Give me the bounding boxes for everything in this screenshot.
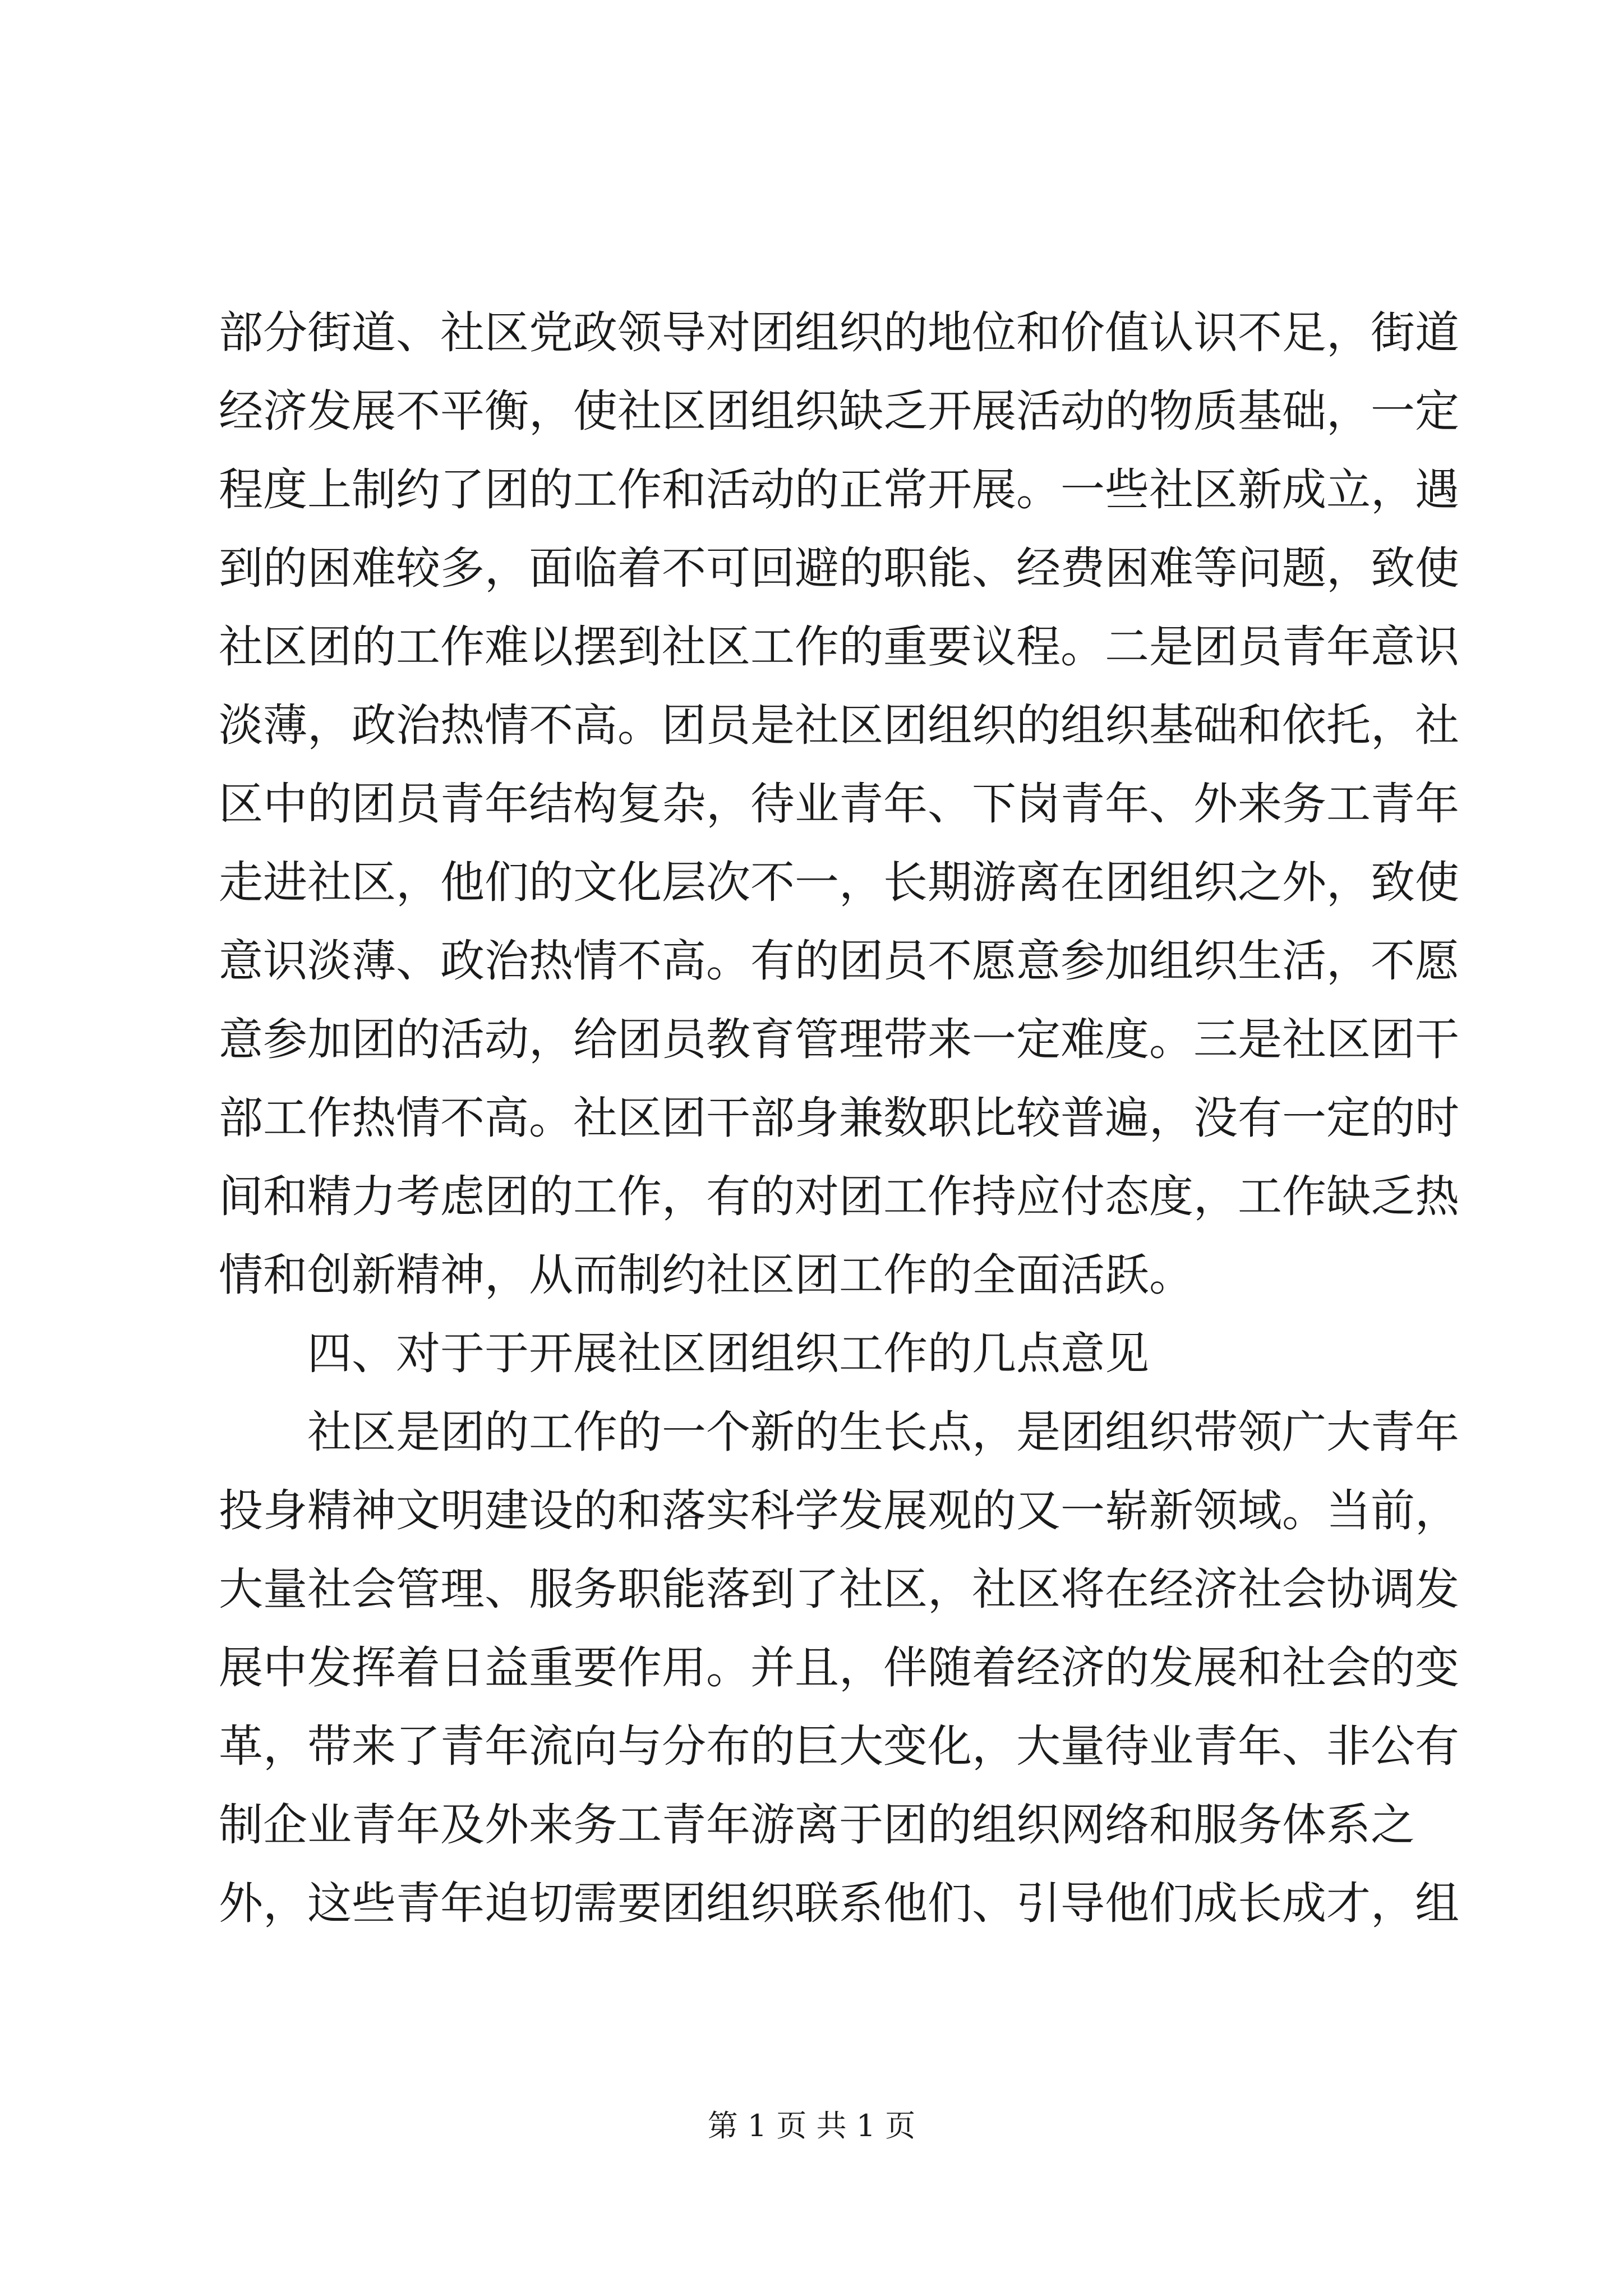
body-text-line: 情和创新精神，从而制约社区团工作的全面活跃。 — [219, 1249, 1193, 1301]
body-text-line: 革，带来了青年流向与分布的巨大变化，大量待业青年、非公有 — [219, 1720, 1459, 1772]
body-text-line: 大量社会管理、服务职能落到了社区，社区将在经济社会协调发 — [219, 1563, 1459, 1615]
page-footer: 第 1 页 共 1 页 — [707, 2108, 916, 2143]
body-text-line: 制企业青年及外来务工青年游离于团的组织网络和服务体系之 — [219, 1799, 1415, 1851]
body-text-line: 社区团的工作难以摆到社区工作的重要议程。二是团员青年意识 — [219, 621, 1459, 673]
body-text-line: 外，这些青年迫切需要团组织联系他们、引导他们成长成才，组 — [219, 1878, 1459, 1929]
body-text-line: 社区是团的工作的一个新的生长点，是团组织带领广大青年 — [307, 1406, 1459, 1458]
body-text-line: 部分街道、社区党政领导对团组织的地位和价值认识不足，街道 — [219, 307, 1459, 358]
body-text-line: 意识淡薄、政治热情不高。有的团员不愿意参加组织生活，不愿 — [219, 935, 1459, 987]
body-text-line: 区中的团员青年结构复杂，待业青年、下岗青年、外来务工青年 — [219, 778, 1459, 830]
body-text-line: 意参加团的活动，给团员教育管理带来一定难度。三是社区团干 — [219, 1014, 1459, 1065]
body-text-line: 展中发挥着日益重要作用。并且，伴随着经济的发展和社会的变 — [219, 1642, 1459, 1694]
body-text-line: 部工作热情不高。社区团干部身兼数职比较普遍，没有一定的时 — [219, 1092, 1459, 1144]
section-heading: 四、对于于开展社区团组织工作的几点意见 — [307, 1328, 1149, 1379]
body-text-line: 程度上制约了团的工作和活动的正常开展。一些社区新成立，遇 — [219, 464, 1459, 516]
body-text-line: 淡薄，政治热情不高。团员是社区团组织的组织基础和依托，社 — [219, 700, 1459, 751]
body-text-line: 间和精力考虑团的工作，有的对团工作持应付态度，工作缺乏热 — [219, 1171, 1459, 1222]
body-text-line: 投身精神文明建设的和落实科学发展观的又一崭新领域。当前， — [219, 1485, 1459, 1536]
body-text-line: 经济发展不平衡，使社区团组织缺乏开展活动的物质基础，一定 — [219, 385, 1459, 437]
body-text-line: 走进社区，他们的文化层次不一，长期游离在团组织之外，致使 — [219, 857, 1459, 908]
body-text-line: 到的困难较多，面临着不可回避的职能、经费困难等问题，致使 — [219, 542, 1459, 594]
